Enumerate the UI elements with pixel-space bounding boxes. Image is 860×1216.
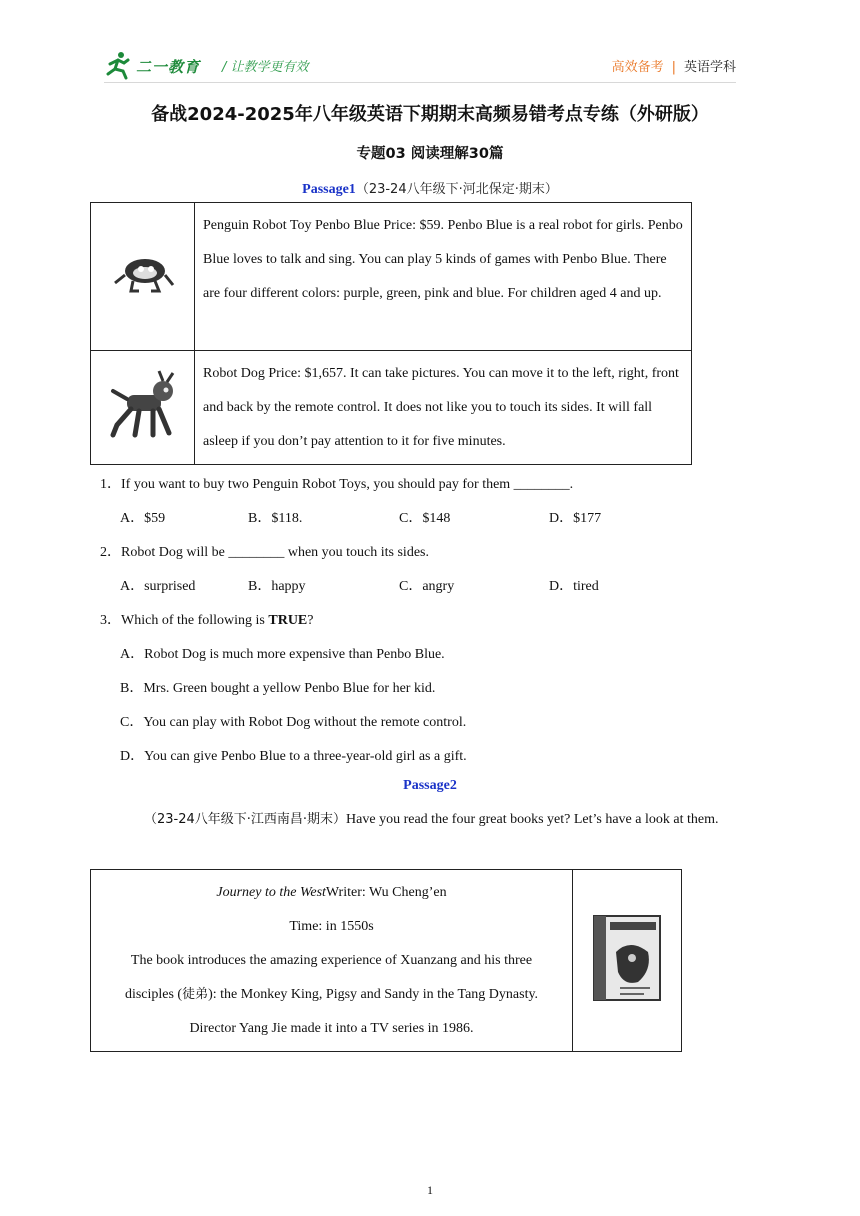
q3-option-c: C．You can play with Robot Dog without the remote control. — [120, 715, 467, 730]
ad-row-robot-dog — [91, 351, 692, 465]
book-desc-2-pre: disciples ( — [124, 987, 183, 1002]
q1-option-b: B．$118. — [248, 511, 303, 526]
passage2-book-table — [90, 869, 682, 1052]
book-desc-3: Director Yang Jie made it into a TV series in 1986. — [189, 1021, 474, 1036]
document-subtitle: 专题03 阅读理解30篇 — [356, 146, 504, 162]
book-title-line — [91, 876, 572, 910]
page-header — [104, 46, 736, 82]
book-desc-1: The book introduces the amazing experience of Xuanzang and his three — [130, 953, 533, 968]
header-divider — [104, 82, 736, 83]
book-desc-2-post: ): the Monkey King, Pigsy and Sandy in the Tang Dynasty. — [208, 987, 539, 1002]
book-time: Time: in 1550s — [289, 919, 374, 934]
question-1: 1．If you want to buy two Penguin Robot Toys, you should pay for them ________. — [100, 477, 574, 492]
q2-option-a: A．surprised — [120, 579, 196, 594]
header-tagline: 高效备考 — [611, 60, 664, 75]
passage2-label: Passage2 — [403, 778, 457, 793]
book-writer: Writer: Wu Cheng’en — [325, 885, 447, 900]
runner-logo-icon — [104, 50, 134, 80]
q3-option-a: A．Robot Dog is much more expensive than Penbo Blue. — [120, 647, 445, 662]
passage1-label: Passage1 — [302, 182, 356, 197]
robot-dog-icon — [103, 369, 183, 441]
penguin-robot-icon — [111, 249, 175, 299]
passage2-source: （23-24八年级下·江西南昌·期末） — [144, 812, 347, 827]
book-title: Journey to the West — [216, 885, 326, 900]
book-desc-2 — [91, 978, 572, 1012]
q3-stem-end: ? — [307, 613, 314, 628]
ad-row-penbo — [91, 203, 692, 351]
book-cover-icon — [590, 912, 664, 1004]
penbo-ad-text: Penguin Robot Toy Penbo Blue Price: $59. Penbo Blue is a real robot for girls. Penbo Blue loves to talk and sing. You can play 5 kinds of games with Penbo Blue. There are four different colors: purple, green, pink and blue. For children aged 4 and up. — [195, 203, 692, 351]
q3-stem-emphasis: TRUE — [268, 613, 308, 628]
passage2-intro — [100, 803, 762, 837]
logo-text: 二一教育 — [136, 58, 201, 76]
question-2: 2．Robot Dog will be ________ when you touch its sides. — [100, 545, 429, 560]
q2-option-d: D．tired — [549, 579, 599, 594]
header-separator: | — [671, 60, 676, 75]
q2-option-b: B．happy — [248, 579, 306, 594]
page-number: 1 — [427, 1183, 433, 1197]
robot-dog-image-cell — [91, 351, 195, 465]
book-cover-cell — [573, 870, 682, 1052]
penbo-image-cell — [91, 203, 195, 351]
slogan: / 让教学更有效 — [222, 60, 309, 75]
passage1-source: （23-24八年级下·河北保定·期末） — [355, 182, 558, 197]
q1-option-d: D．$177 — [549, 511, 602, 526]
book-info-cell — [91, 870, 573, 1052]
passage1-ad-table — [90, 202, 692, 465]
q3-option-b: B．Mrs. Green bought a yellow Penbo Blue for her kid. — [120, 681, 436, 696]
q1-option-a: A．$59 — [120, 511, 166, 526]
q1-option-c: C．$148 — [399, 511, 451, 526]
q3-option-d: D．You can give Penbo Blue to a three-year-old girl as a gift. — [120, 749, 467, 764]
book-desc-2-cn: 徒弟 — [182, 987, 209, 1002]
passage2-heading — [0, 778, 860, 794]
q2-option-c: C．angry — [399, 579, 455, 594]
header-subject — [612, 56, 736, 75]
question-3 — [100, 609, 314, 629]
document-title: 备战2024-2025年八年级英语下期期末高频易错考点专练（外研版） — [151, 104, 709, 125]
book-row-journey-west — [91, 870, 682, 1052]
header-subject-label: 英语学科 — [683, 60, 736, 75]
passage1-heading — [0, 178, 860, 198]
passage2-intro-text: Have you read the four great books yet? Let’s have a look at them. — [346, 812, 719, 827]
q3-stem-start: 3．Which of the following is — [100, 613, 269, 628]
robot-dog-ad-text: Robot Dog Price: $1,657. It can take pictures. You can move it to the left, right, front and back by the remote control. It does not like you to touch its sides. It will fall asleep if you don’t pay attention to it for five minutes. — [195, 351, 692, 465]
logo — [104, 50, 216, 80]
